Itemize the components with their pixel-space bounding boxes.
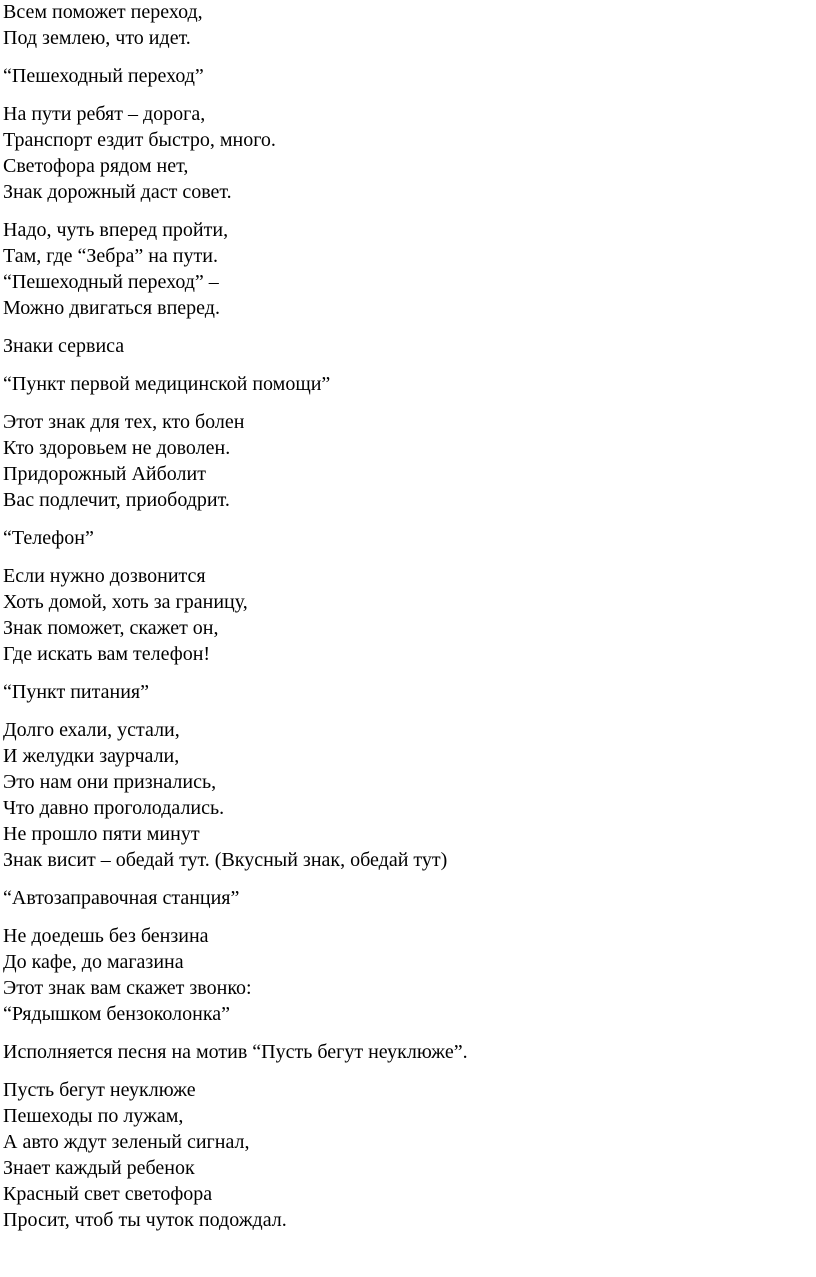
text-line: Хоть домой, хоть за границу, bbox=[3, 591, 248, 613]
text-paragraph bbox=[3, 679, 816, 705]
text-line: Это нам они признались, bbox=[3, 771, 217, 793]
text-line: “Пешеходный переход” – bbox=[3, 271, 219, 293]
text-line: Знает каждый ребенок bbox=[3, 1157, 195, 1179]
text-line: Этот знак вам скажет звонко: bbox=[3, 977, 252, 999]
text-line: Надо, чуть вперед пройти, bbox=[3, 219, 229, 241]
text-line: Этот знак для тех, кто болен bbox=[3, 411, 245, 433]
text-line: Долго ехали, устали, bbox=[3, 719, 180, 741]
text-line: Всем поможет переход, bbox=[3, 1, 203, 23]
text-line: А авто ждут зеленый сигнал, bbox=[3, 1131, 250, 1153]
text-paragraph bbox=[3, 563, 816, 667]
text-line: Придорожный Айболит bbox=[3, 463, 206, 485]
text-paragraph bbox=[3, 525, 816, 551]
text-line: Светофора рядом нет, bbox=[3, 155, 189, 177]
text-paragraph bbox=[3, 101, 816, 205]
text-paragraph bbox=[3, 717, 816, 873]
text-line: “Пешеходный переход” bbox=[3, 65, 204, 87]
text-paragraph bbox=[3, 409, 816, 513]
text-line: Если нужно дозвонится bbox=[3, 565, 206, 587]
text-line: Что давно проголодались. bbox=[3, 797, 225, 819]
text-line: Вас подлечит, приободрит. bbox=[3, 489, 230, 511]
text-line: Транспорт ездит быстро, много. bbox=[3, 129, 276, 151]
text-line: И желудки заурчали, bbox=[3, 745, 180, 767]
text-line: До кафе, до магазина bbox=[3, 951, 184, 973]
text-line: Знак поможет, скажет он, bbox=[3, 617, 219, 639]
text-line: Знак висит – обедай тут. (Вкусный знак, обедай тут) bbox=[3, 849, 448, 871]
text-paragraph bbox=[3, 885, 816, 911]
text-line: Не прошло пяти минут bbox=[3, 823, 200, 845]
text-line: Знак дорожный даст совет. bbox=[3, 181, 232, 203]
text-line: Пешеходы по лужам, bbox=[3, 1105, 184, 1127]
text-paragraph bbox=[3, 923, 816, 1027]
text-line: Кто здоровьем не доволен. bbox=[3, 437, 231, 459]
text-paragraph bbox=[3, 371, 816, 397]
text-line: “Пункт питания” bbox=[3, 681, 149, 703]
text-line: “Рядышком бензоколонка” bbox=[3, 1003, 230, 1025]
text-line: Красный свет светофора bbox=[3, 1183, 213, 1205]
text-paragraph bbox=[3, 1077, 816, 1233]
text-line: Просит, чтоб ты чуток подождал. bbox=[3, 1209, 287, 1231]
text-paragraph bbox=[3, 217, 816, 321]
text-line: Не доедешь без бензина bbox=[3, 925, 209, 947]
text-line: “Автозаправочная станция” bbox=[3, 887, 240, 909]
text-line: “Телефон” bbox=[3, 527, 94, 549]
text-line: Исполняется песня на мотив “Пусть бегут неуклюже”. bbox=[3, 1041, 468, 1063]
text-line: Там, где “Зебра” на пути. bbox=[3, 245, 218, 267]
text-line: “Пункт первой медицинской помощи” bbox=[3, 373, 331, 395]
text-paragraph bbox=[3, 0, 816, 51]
text-line: Под землею, что идет. bbox=[3, 27, 191, 49]
text-line: Можно двигаться вперед. bbox=[3, 297, 220, 319]
text-line: Знаки сервиса bbox=[3, 335, 125, 357]
text-line: Пусть бегут неуклюже bbox=[3, 1079, 196, 1101]
text-paragraph bbox=[3, 63, 816, 89]
text-paragraph bbox=[3, 333, 816, 359]
text-paragraph bbox=[3, 1039, 816, 1065]
text-line: На пути ребят – дорога, bbox=[3, 103, 206, 125]
text-line: Где искать вам телефон! bbox=[3, 643, 211, 665]
